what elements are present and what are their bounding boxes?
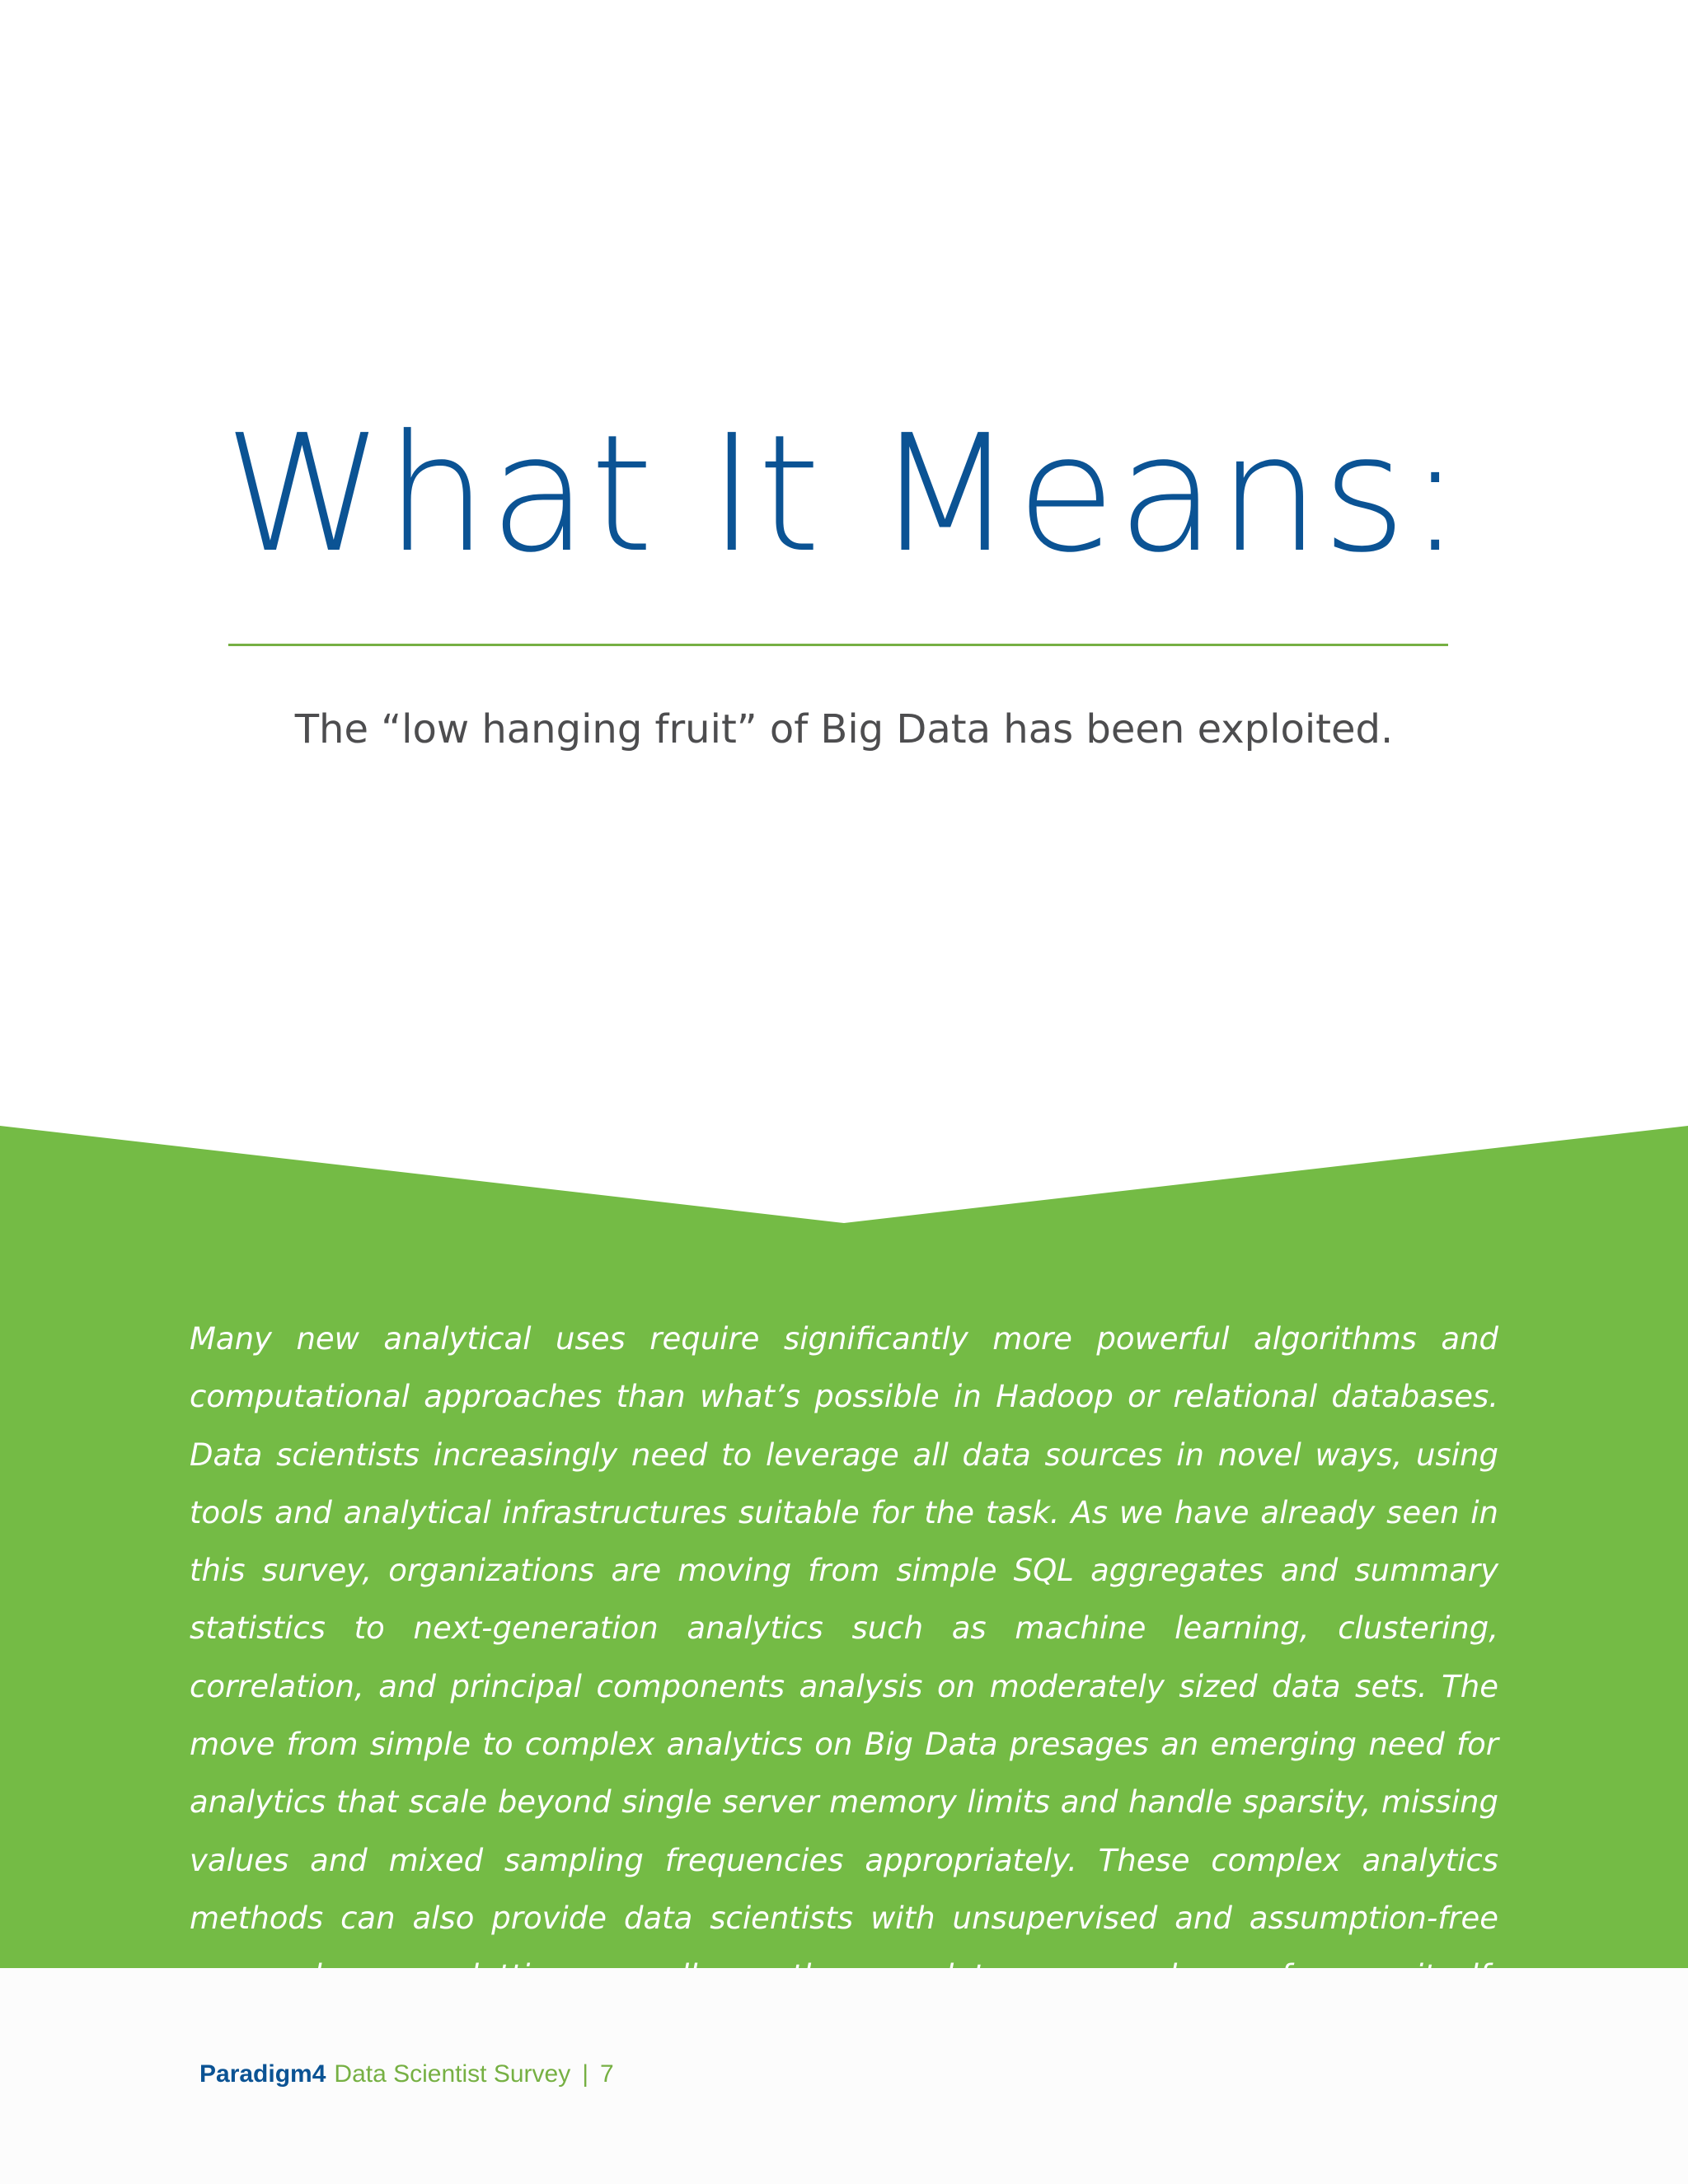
footer-page-number: 7 (600, 2060, 614, 2088)
headline-divider (228, 644, 1448, 646)
footer-separator: | (582, 2060, 588, 2088)
page-headline: What It Means: (223, 401, 1465, 588)
page-footer (199, 2058, 614, 2091)
body-paragraph: Many new analytical uses require significantly more powerful algorithms and computational approaches than what’s possible in Hadoop or relational databases. Data scientists increasingly need to leverage all data sources in novel ways, using tools and analytical infrastructures suitable for the task. As we have already seen in this survey, organizations are moving from simple SQL aggregates and summary statistics to next-generation analytics such as machine learning, clustering, correlation, and principal components analysis on moderately sized data sets. The move from simple to complex analytics on Big Data presages an emerging need for analytics that scale beyond single server memory limits and handle sparsity, missing values and mixed sampling frequencies appropriately. These complex analytics methods can also provide data scientists with unsupervised and assumption-free (190, 1321, 1498, 1936)
footer-brand: Paradigm4 (199, 2060, 326, 2088)
footer-title: Data Scientist Survey (334, 2060, 571, 2088)
page-subheadline: The “low hanging fruit” of Big Data has been exploited. (294, 706, 1394, 752)
